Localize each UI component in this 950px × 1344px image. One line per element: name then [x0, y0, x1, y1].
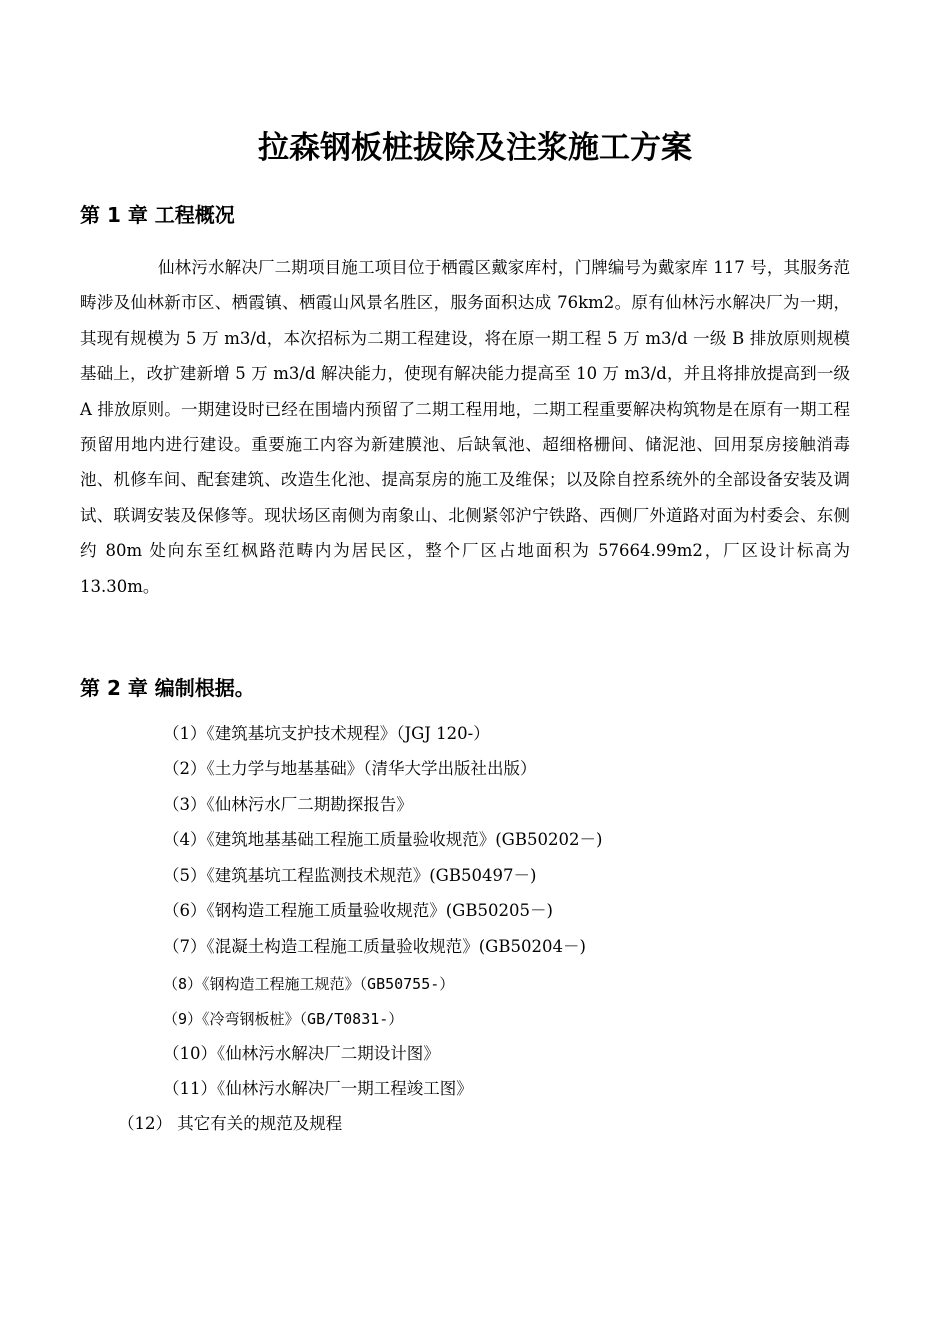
- reference-item: （8）《钢构造工程施工规范》（GB50755-）: [163, 975, 455, 993]
- reference-item: （10）《仙林污水解决厂二期设计图》: [163, 1044, 440, 1063]
- reference-item: （7）《混凝土构造工程施工质量验收规范》(GB50204－): [163, 937, 586, 956]
- chapter-1-heading: 第 1 章 工程概况: [80, 203, 235, 227]
- reference-item: （11）《仙林污水解决厂一期工程竣工图》: [163, 1079, 473, 1098]
- reference-item: （1）《建筑基坑支护技术规程》（JGJ 120-）: [163, 724, 490, 743]
- reference-item: （2）《土力学与地基基础》（清华大学出版社出版）: [163, 759, 537, 778]
- project-overview-paragraph: 仙林污水解决厂二期项目施工项目位于栖霞区戴家库村，门牌编号为戴家库 117 号，其服务范畴涉及仙林新市区、栖霞镇、栖霞山风景名胜区，服务面积达成 76km2。原有仙林污水解决厂为一期，其现有规模为 5 万 m3/d，本次招标为二期工程建设，将在原一期工程 5 万 m3/d 一级 B 排放原则规模基础上，改扩建新增 5 万 m3/d 解决能力，使现有解决能力提高至 10 万 m3/d，并且将排放提高到一级 A 排放原则。一期建设时已经在围墙内预留了二期工程用地，二期工程重要解决构筑物是在原有一期工程预留用地内进行建设。重要施工内容为新建膜池、后缺氧池、超细格栅间、储泥池、回用泵房接触消毒池、机修车间、配套建筑、改造生化池、提高泵房的施工及维保；以及除自控系统外的全部设备安装及调试、联调安装及保修等。现状场区南侧为南象山、北侧紧邻沪宁铁路、西侧厂外道路对面为村委会、东侧约 80m 处向东至红枫路范畴内为居民区，整个厂区占地面积为 57664.99m2，厂区设计标高为 13.30m。: [80, 258, 850, 596]
- reference-item: （5）《建筑基坑工程监测技术规范》(GB50497－): [163, 866, 537, 885]
- reference-item: （6）《钢构造工程施工质量验收规范》(GB50205－): [163, 901, 553, 920]
- reference-item: （4）《建筑地基基础工程施工质量验收规范》(GB50202－): [163, 830, 603, 849]
- chapter-2-heading: 第 2 章 编制根据。: [80, 676, 255, 700]
- reference-item: （12） 其它有关的规范及规程: [118, 1114, 343, 1133]
- document-title: 拉森钢板桩拔除及注浆施工方案: [258, 130, 692, 166]
- reference-item: （3）《仙林污水厂二期勘探报告》: [163, 795, 413, 814]
- reference-item: （9）《冷弯钢板桩》（GB/T0831-）: [163, 1010, 404, 1028]
